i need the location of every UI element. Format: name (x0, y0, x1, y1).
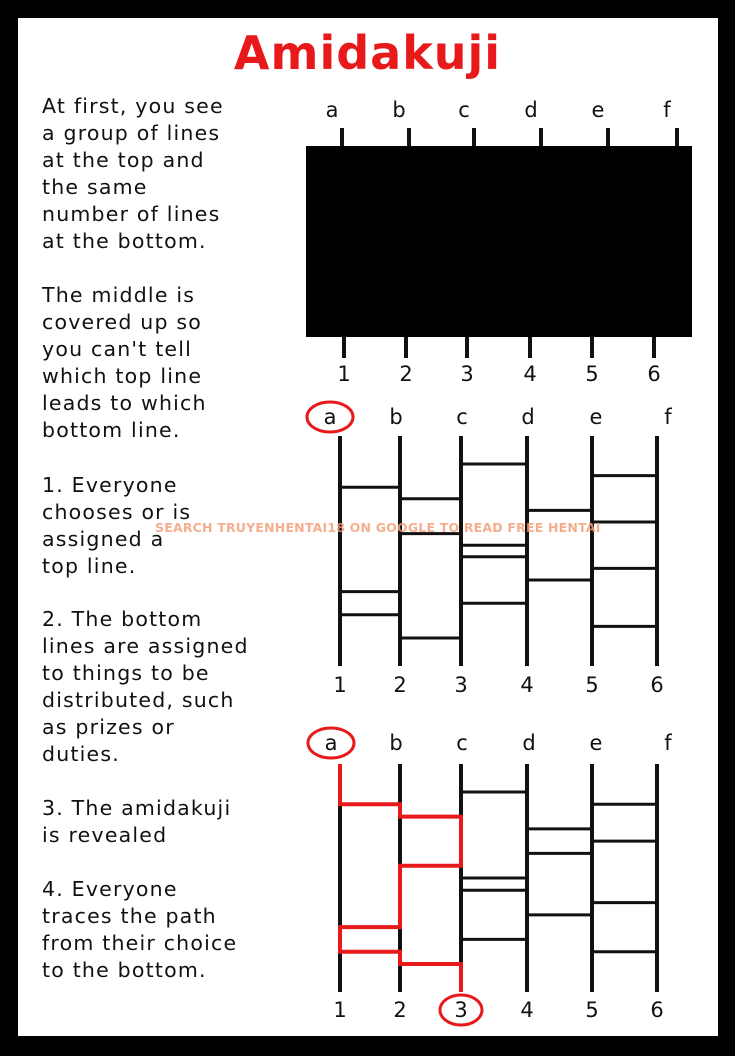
top-label-e: e (589, 405, 603, 429)
bottom-label-3: 3 (454, 673, 468, 697)
watermark-text: SEARCH TRUYENHENTAI18 ON GOOGLE TO READ FREE HENTAI (155, 520, 601, 535)
bottom-label-3: 3 (454, 998, 468, 1022)
top-label-a: a (323, 405, 337, 429)
top-label-e: e (589, 731, 603, 755)
bottom-label-3: 3 (460, 362, 474, 386)
covered-paragraph: The middle is covered up so you can't tell which top line leads to which bottom line. (42, 283, 207, 442)
top-label-a: a (325, 98, 339, 122)
top-label-b: b (392, 98, 406, 122)
step-4-paragraph: 4. Everyone traces the path from their choice to the bottom. (42, 877, 238, 982)
bottom-label-5: 5 (585, 998, 599, 1022)
top-label-b: b (389, 731, 403, 755)
top-label-e: e (591, 98, 605, 122)
top-label-d: d (522, 731, 536, 755)
top-label-c: c (456, 405, 468, 429)
diagram-revealed (307, 402, 672, 697)
top-label-f: f (664, 731, 672, 755)
top-label-a: a (324, 731, 338, 755)
bottom-label-1: 1 (333, 673, 347, 697)
bottom-label-5: 5 (585, 362, 599, 386)
bottom-label-6: 6 (650, 673, 664, 697)
bottom-label-6: 6 (647, 362, 661, 386)
bottom-label-4: 4 (523, 362, 537, 386)
bottom-label-1: 1 (333, 998, 347, 1022)
diagram-traced (308, 728, 672, 1025)
bottom-label-4: 4 (520, 998, 534, 1022)
diagram-covered (306, 98, 692, 386)
top-label-c: c (456, 731, 468, 755)
bottom-label-2: 2 (399, 362, 413, 386)
bottom-label-5: 5 (585, 673, 599, 697)
page-title: Amidakuji (233, 26, 502, 80)
top-label-f: f (663, 98, 671, 122)
step-1-paragraph: 1. Everyone chooses or is assigned a top line. (42, 473, 192, 578)
step-3-paragraph: 3. The amidakuji is revealed (42, 796, 232, 847)
top-label-d: d (524, 98, 538, 122)
bottom-label-1: 1 (337, 362, 351, 386)
cover-box (306, 146, 692, 337)
bottom-label-4: 4 (520, 673, 534, 697)
step-2-paragraph: 2. The bottom lines are assigned to things to be distributed, such as prizes or duties. (42, 607, 249, 766)
bottom-label-6: 6 (650, 998, 664, 1022)
top-label-f: f (664, 405, 672, 429)
top-label-d: d (521, 405, 535, 429)
intro-paragraph: At first, you see a group of lines at the top and the same number of lines at the bottom. (42, 94, 224, 253)
top-label-b: b (389, 405, 403, 429)
top-label-c: c (458, 98, 470, 122)
bottom-label-2: 2 (393, 673, 407, 697)
bottom-label-2: 2 (393, 998, 407, 1022)
